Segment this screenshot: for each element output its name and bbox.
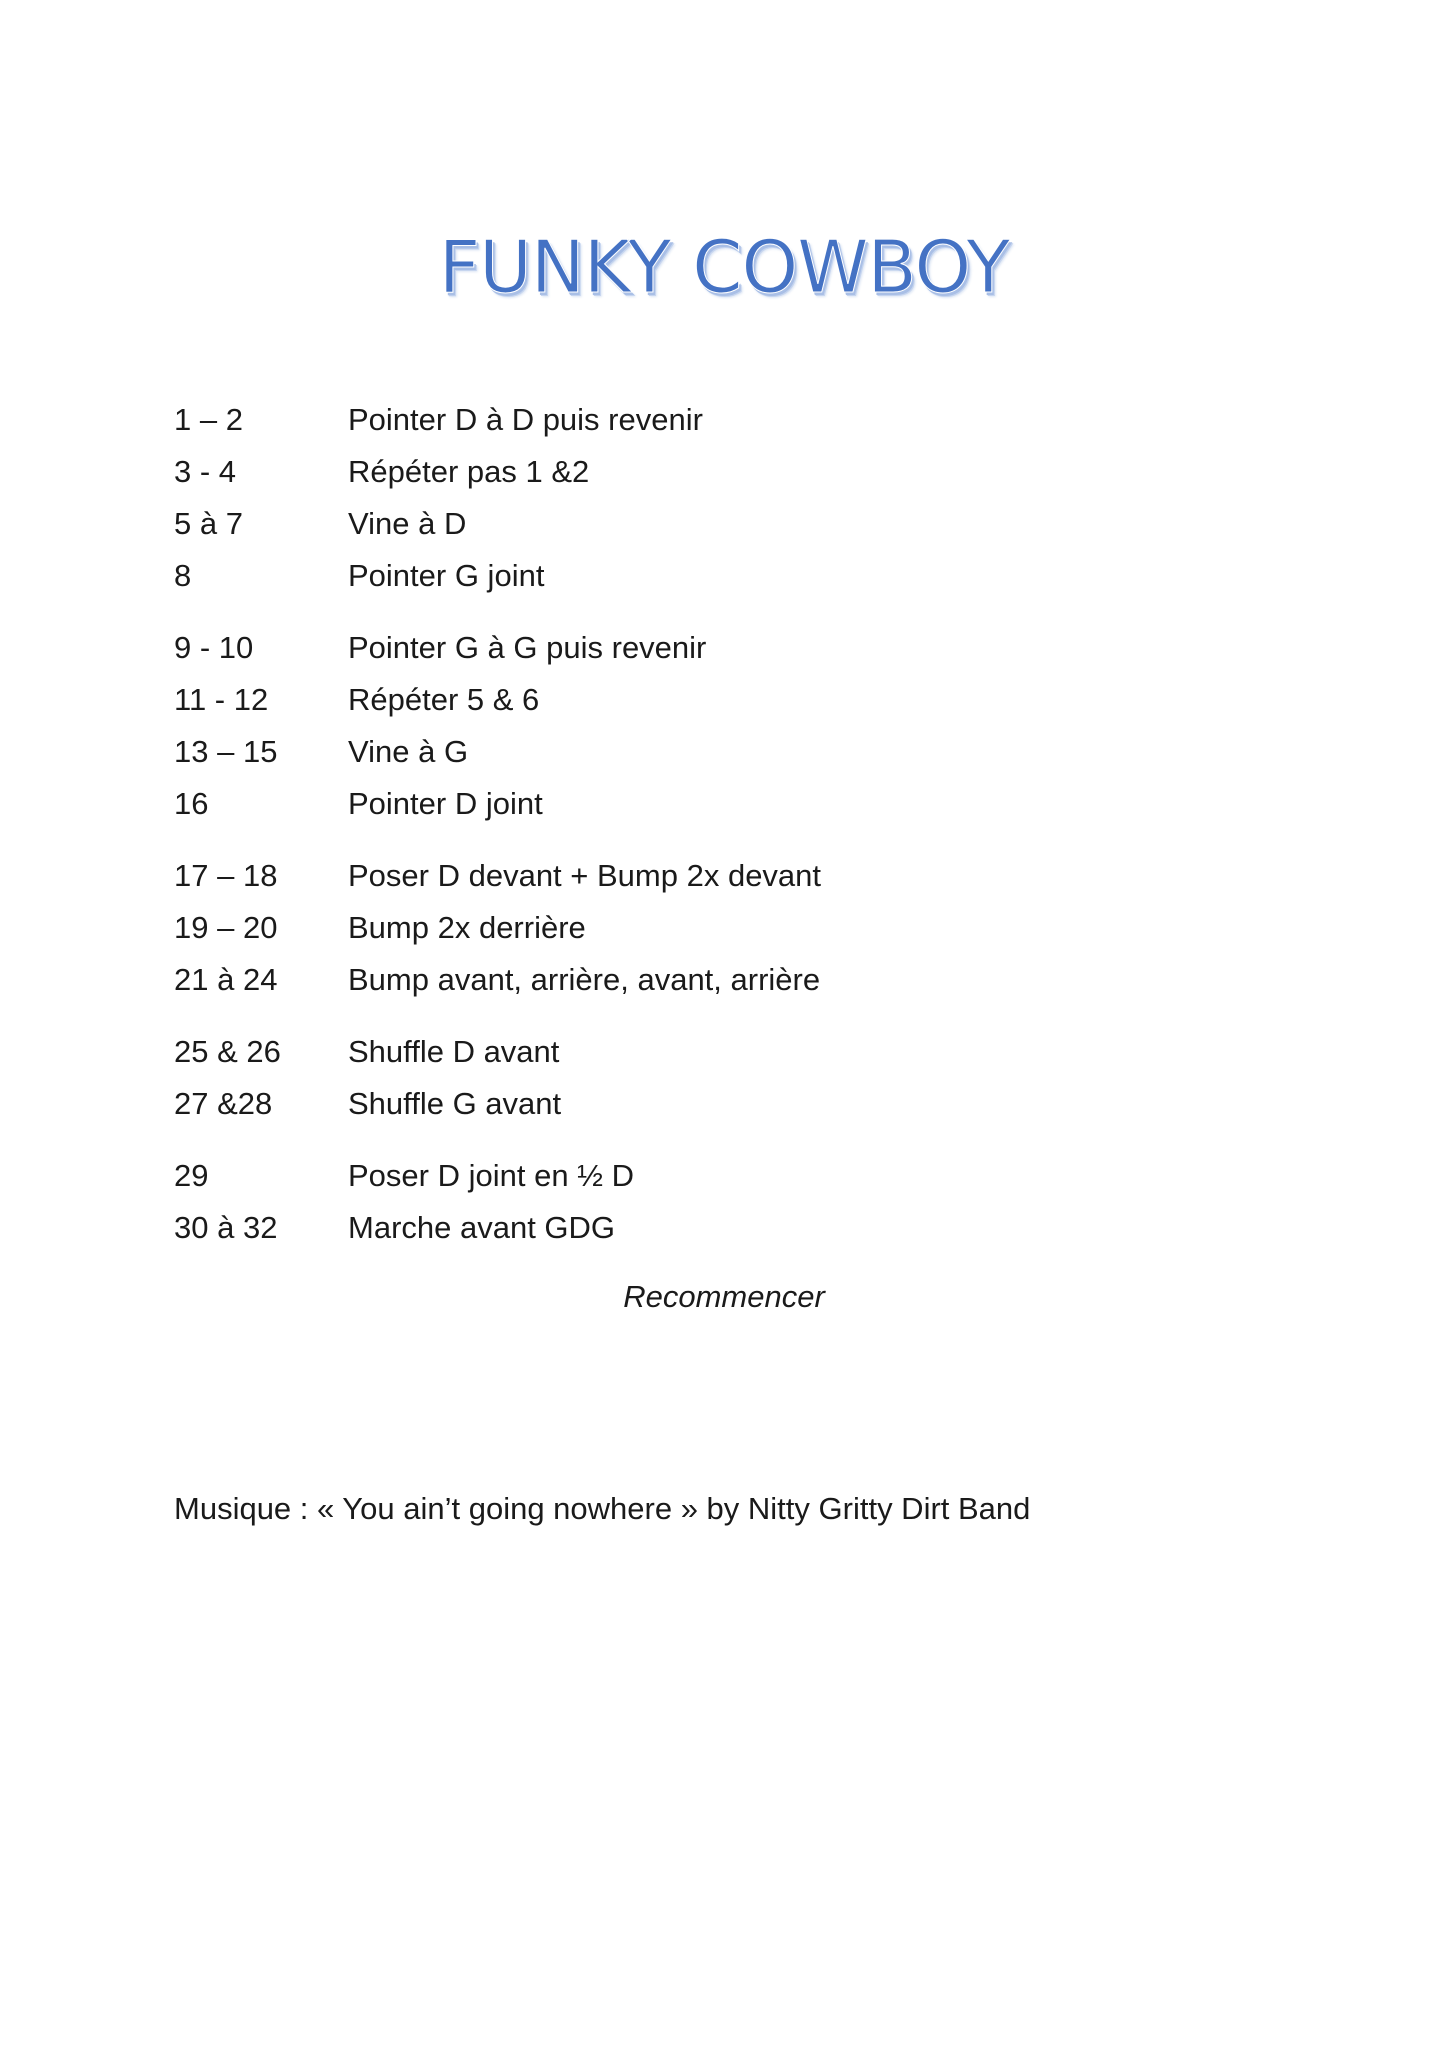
step-description: Bump 2x derrière: [348, 910, 586, 945]
step-count: 3 - 4: [174, 454, 237, 489]
step-count: 16: [174, 786, 209, 821]
step-description: Shuffle G avant: [348, 1086, 562, 1121]
step-count: 19 – 20: [174, 910, 278, 945]
step-description: Pointer D à D puis revenir: [348, 402, 703, 437]
step-description: Pointer D joint: [348, 786, 543, 821]
step-group: [174, 850, 1274, 1006]
step-count: 1 – 2: [174, 402, 243, 437]
step-row: [174, 1078, 1274, 1130]
step-count: 17 – 18: [174, 858, 278, 893]
step-count: 9 - 10: [174, 630, 254, 665]
step-row: [174, 622, 1274, 674]
step-row: [174, 674, 1274, 726]
step-description: Pointer G à G puis revenir: [348, 630, 707, 665]
step-count: 5 à 7: [174, 506, 243, 541]
step-count: 30 à 32: [174, 1210, 278, 1245]
step-row: [174, 394, 1274, 446]
step-row: [174, 446, 1274, 498]
step-description: Répéter pas 1 &2: [348, 454, 590, 489]
step-row: [174, 1202, 1274, 1254]
step-description: Poser D devant + Bump 2x devant: [348, 858, 822, 893]
music-credit: Musique : « You ain’t going nowhere » by Nitty Gritty Dirt Band: [174, 1491, 1031, 1526]
step-description: Poser D joint en ½ D: [348, 1158, 635, 1193]
step-description: Bump avant, arrière, avant, arrière: [348, 962, 821, 997]
step-row: [174, 498, 1274, 550]
step-row: [174, 954, 1274, 1006]
step-row: [174, 778, 1274, 830]
step-description: Vine à G: [348, 734, 469, 769]
step-description: Marche avant GDG: [348, 1210, 616, 1245]
step-description: Shuffle D avant: [348, 1034, 560, 1069]
step-list: [174, 394, 1274, 1274]
step-row: [174, 550, 1274, 602]
step-description: Répéter 5 & 6: [348, 682, 540, 717]
step-row: [174, 850, 1274, 902]
step-count: 25 & 26: [174, 1034, 281, 1069]
step-group: [174, 1026, 1274, 1130]
step-count: 11 - 12: [174, 682, 269, 717]
restart-label: Recommencer: [623, 1279, 825, 1314]
step-row: [174, 1150, 1274, 1202]
step-count: 13 – 15: [174, 734, 278, 769]
step-count: 8: [174, 558, 192, 593]
step-row: [174, 726, 1274, 778]
step-description: Vine à D: [348, 506, 467, 541]
step-group: [174, 394, 1274, 602]
page-title: FUNKY COWBOY: [438, 225, 1010, 309]
step-count: 21 à 24: [174, 962, 278, 997]
step-description: Pointer G joint: [348, 558, 545, 593]
step-count: 27 &28: [174, 1086, 273, 1121]
step-group: [174, 1150, 1274, 1254]
step-row: [174, 902, 1274, 954]
step-row: [174, 1026, 1274, 1078]
step-group: [174, 622, 1274, 830]
step-count: 29: [174, 1158, 209, 1193]
